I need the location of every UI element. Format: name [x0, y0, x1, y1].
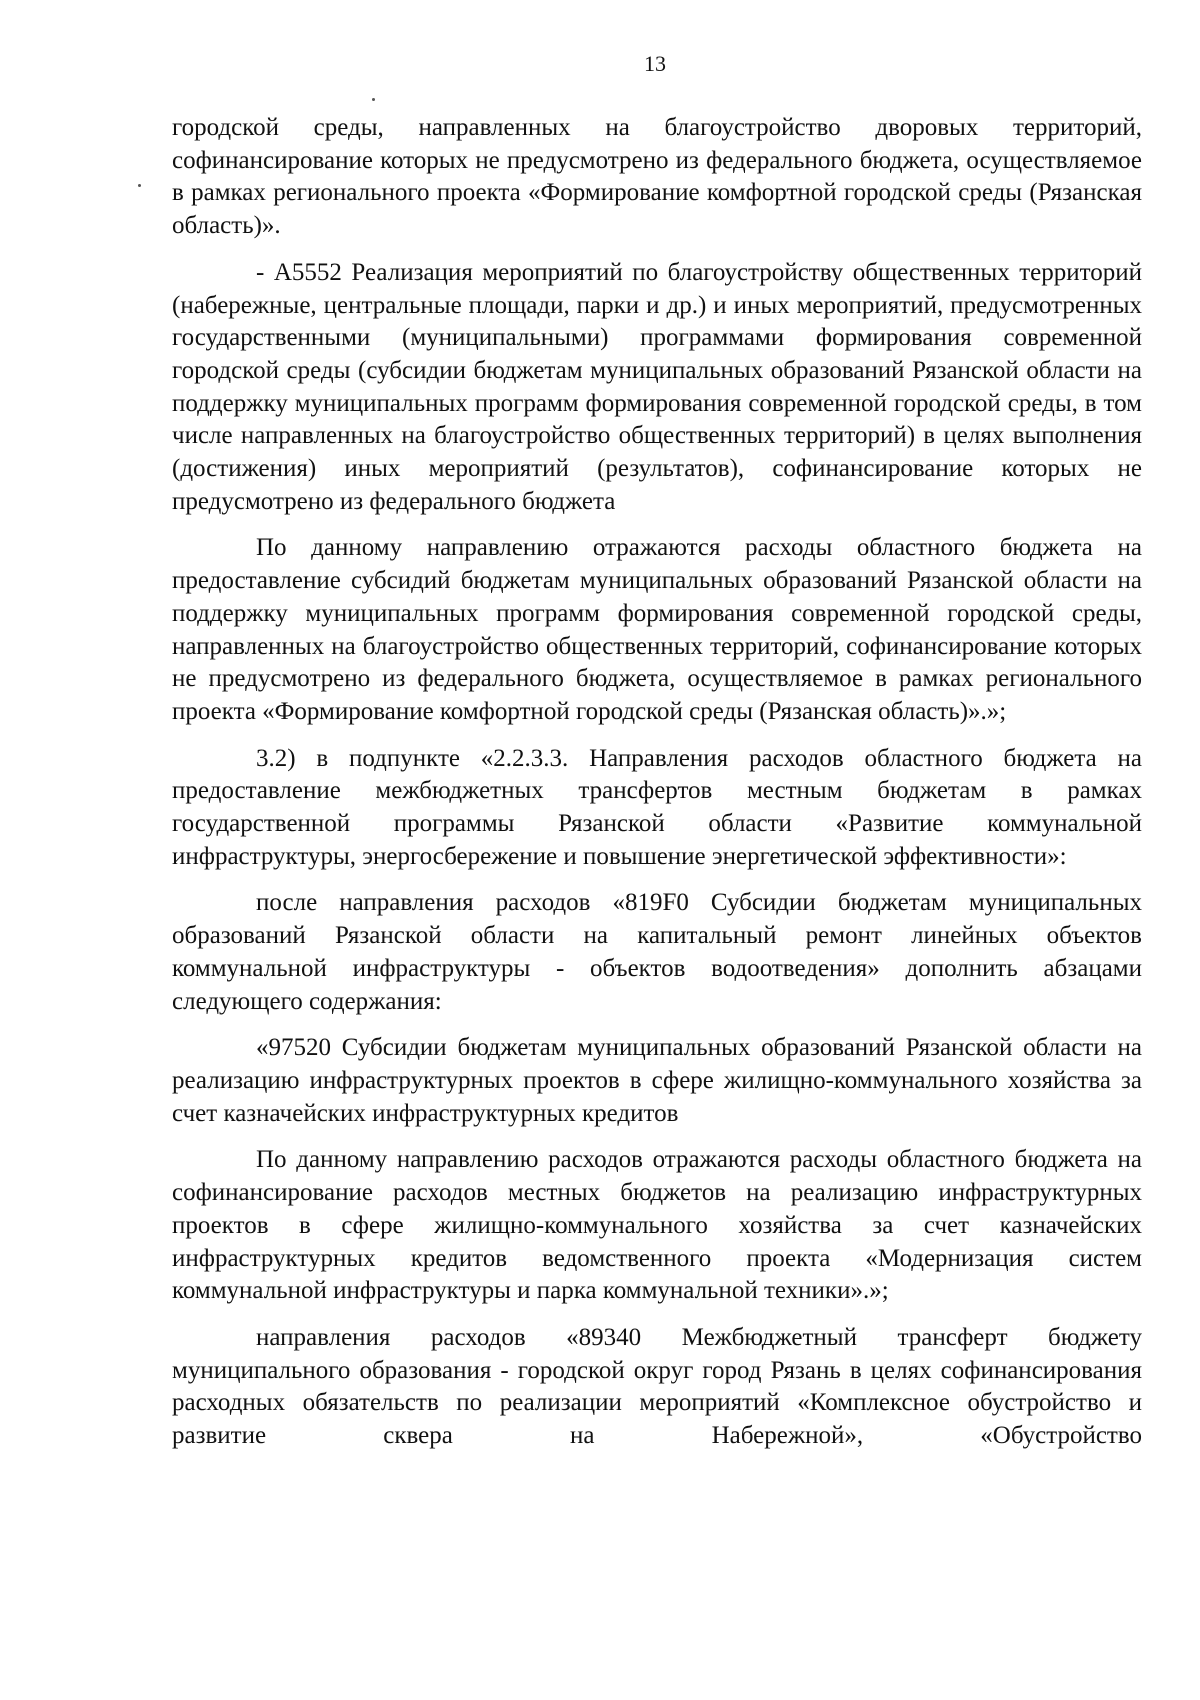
paragraph: 3.2) в подпункте «2.2.3.3. Направления расходов областного бюджета на предоставление межбюджетных трансфертов местным бюджетам в рамках государственной программы Рязанской области «Развитие коммунальной инфраструктуры, энергосбережение и повышение энергетической эффективности»: [172, 744, 1142, 870]
paragraph: «97520 Субсидии бюджетам муниципальных образований Рязанской области на реализацию инфраструктурных проектов в сфере жилищно-коммунального хозяйства за счет казначейских инфраструктурных кредитов [172, 1034, 1142, 1127]
paragraph: По данному направлению отражаются расходы областного бюджета на предоставление субсидий бюджетам муниципальных образований Рязанской области на поддержку муниципальных программ формирования современной городской среды, направленных на благоустройство общественных территорий, софинансирование которых не предусмотрено из федерального бюджета, осуществляемое в рамках регионального проекта «Формирование комфортной городской среды (Рязанская область)».»; [172, 534, 1142, 725]
paragraph: - А5552 Реализация мероприятий по благоустройству общественных территорий (набережные, центральные площади, парки и др.) и иных мероприятий, предусмотренных государственными (муниципальными) программами формирования современной городской среды (субсидии бюджетам муниципальных образований Рязанской области на поддержку муниципальных программ формирования современной городской среды, в том числе направленных на благоустройство общественных территорий) в целях выполнения (достижения) иных мероприятий (результатов), софинансирование которых не предусмотрено из федерального бюджета [172, 258, 1142, 515]
paragraph: направления расходов «89340 Межбюджетный трансферт бюджету муниципального образования - городской округ город Рязань в целях софинансирования расходных обязательств по реализации мероприятий «Комплексное обустройство и развитие сквера на Набережной», «Обустройство [172, 1323, 1142, 1450]
page-number: 13 [644, 51, 666, 76]
document-body [172, 112, 1142, 1467]
paragraph: после направления расходов «819F0 Субсидии бюджетам муниципальных образований Рязанской области на капитальный ремонт линейных объектов коммунальной инфраструктуры - объектов водоотведения» дополнить абзацами следующего содержания: [172, 889, 1142, 1015]
paragraph: городской среды, направленных на благоустройство дворовых территорий, софинансирование которых не предусмотрено из федерального бюджета, осуществляемое в рамках регионального проекта «Формирование комфортной городской среды (Рязанская область)». [172, 114, 1142, 240]
scan-artifact [138, 184, 141, 187]
paragraph: По данному направлению расходов отражаются расходы областного бюджета на софинансирование расходов местных бюджетов на реализацию инфраструктурных проектов в сфере жилищно-коммунального хозяйства за счет казначейских инфраструктурных кредитов ведомственного проекта «Модернизация систем коммунальной инфраструктуры и парка коммунальной техники».»; [172, 1146, 1142, 1305]
scan-artifact [372, 98, 375, 101]
